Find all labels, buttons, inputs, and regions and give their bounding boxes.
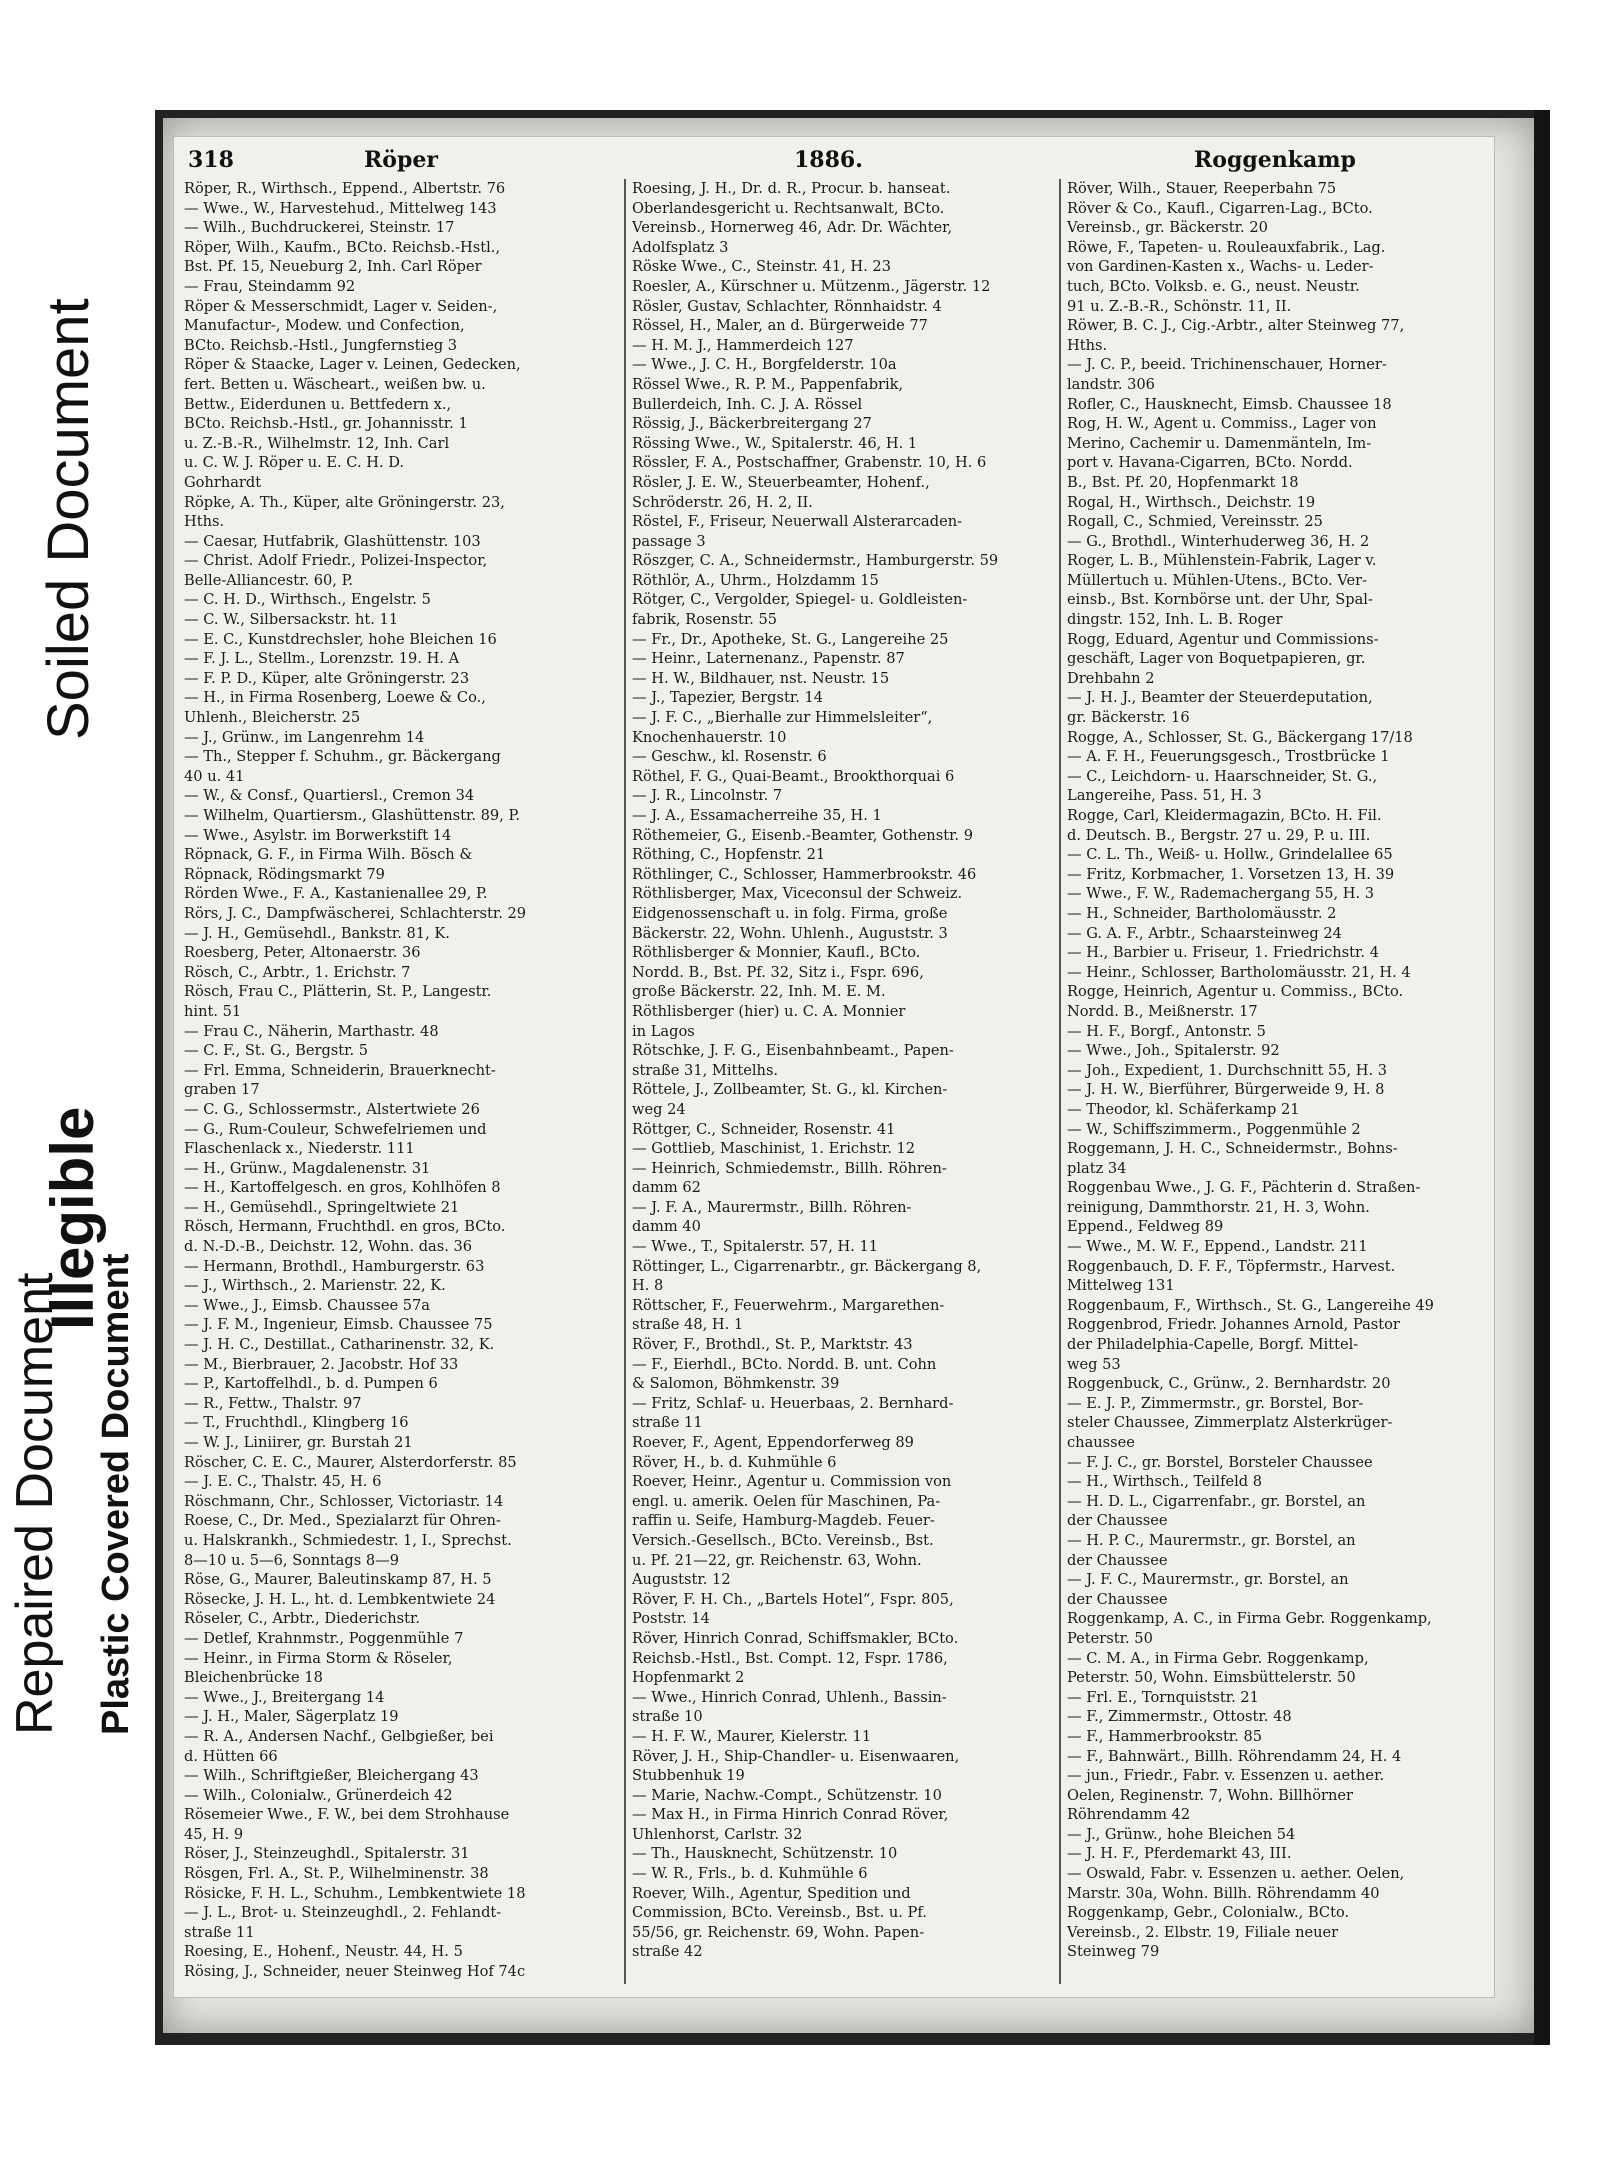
directory-entry-line: Knochenhauerstr. 10 [632,728,787,746]
directory-entry-line: — Fritz, Schlaf- u. Heuerbaas, 2. Bernhard- [632,1394,954,1412]
directory-entry-line: Röper & Staacke, Lager v. Leinen, Gedecken, [184,356,521,374]
directory-entry-line: Rötger, C., Vergolder, Spiegel- u. Goldleisten- [632,591,968,609]
directory-entry-line: Röper, Wilh., Kaufm., BCto. Reichsb.-Hstl., [184,238,501,256]
directory-entry-line: — H. P. C., Maurermstr., gr. Borstel, an [1067,1531,1356,1549]
directory-entry-line: — Frl. Emma, Schneiderin, Brauerknecht- [184,1061,496,1079]
directory-entry-line: u. Halskrankh., Schmiedestr. 1, I., Sprechst. [184,1531,512,1549]
directory-entry-line: — H. W., Bildhauer, nst. Neustr. 15 [632,669,890,687]
directory-entry-line: u. Pf. 21—22, gr. Reichenstr. 63, Wohn. [632,1551,922,1569]
directory-entry-line: Roggenbauch, D. F. F., Töpfermstr., Harvest. [1067,1257,1396,1275]
directory-entry-line: Steinweg 79 [1067,1943,1160,1961]
directory-entry-line: — C., Leichdorn- u. Haarschneider, St. G., [1067,767,1378,785]
directory-entry-line: Vereinsb., Hornerweg 46, Adr. Dr. Wächter, [632,219,953,237]
directory-entry-line: — Heinr., Schlosser, Bartholomäusstr. 21, H. 4 [1067,963,1411,981]
directory-entry-line: Langereihe, Pass. 51, H. 3 [1067,787,1262,805]
condition-labels [0,0,150,2177]
directory-entry-line: — F., Bahnwärt., Billh. Röhrendamm 24, H. 4 [1067,1747,1402,1765]
directory-entry-line: Roggenbau Wwe., J. G. F., Pächterin d. Straßen- [1067,1179,1421,1197]
directory-entry-line: — Christ. Adolf Friedr., Polizei-Inspector, [184,552,488,570]
directory-entry-line: Hopfenmarkt 2 [632,1669,745,1687]
directory-entry-line: d. Deutsch. B., Bergstr. 27 u. 29, P. u. III. [1067,826,1371,844]
directory-entry-line: Röttger, C., Schneider, Rosenstr. 41 [632,1120,896,1138]
directory-entry-line: straße 42 [632,1943,703,1961]
directory-entry-line: Rogge, A., Schlosser, St. G., Bäckergang 17/18 [1067,728,1413,746]
directory-entry-line: Adolfsplatz 3 [632,238,729,256]
directory-entry-line: — J. F. C., „Bierhalle zur Himmelsleiter“, [632,709,933,727]
directory-entry-line: — Detlef, Krahnmstr., Poggenmühle 7 [184,1629,464,1647]
directory-entry-line: 45, H. 9 [184,1825,244,1843]
directory-entry-line: straße 11 [184,1923,255,1941]
directory-entry-line: — Theodor, kl. Schäferkamp 21 [1067,1100,1300,1118]
directory-entry-line: — Wwe., Hinrich Conrad, Uhlenh., Bassin- [632,1688,947,1706]
directory-entry-line: platz 34 [1067,1159,1127,1177]
directory-entry-line: — F., Hammerbrookstr. 85 [1067,1727,1263,1745]
directory-entry-line: — Wilh., Colonialw., Grünerdeich 42 [184,1786,453,1804]
directory-entry-line: Röver, F. H. Ch., „Bartels Hotel“, Fspr. 805, [632,1590,954,1608]
directory-entry-line: Commission, BCto. Vereinsb., Bst. u. Pf. [632,1904,927,1922]
directory-entry-line: weg 24 [632,1100,686,1118]
directory-entry-line: Rörden Wwe., F. A., Kastanienallee 29, P. [184,885,488,903]
directory-entry-line: Hths. [184,513,225,531]
directory-entry-line: Röper & Messerschmidt, Lager v. Seiden-, [184,297,498,315]
directory-entry-line: — F. P. D., Küper, alte Gröningerstr. 23 [184,669,470,687]
directory-entry-line: Versich.-Gesellsch., BCto. Vereinsb., Bst. [632,1531,934,1549]
directory-entry-line: fert. Betten u. Wäscheart., weißen bw. u. [184,375,486,393]
directory-entry-line: Rösch, C., Arbtr., 1. Erichstr. 7 [184,963,411,981]
directory-entry-line: Roggemann, J. H. C., Schneidermstr., Bohns- [1067,1140,1398,1158]
directory-entry-line: Röthemeier, G., Eisenb.-Beamter, Gothenstr. 9 [632,826,973,844]
directory-entry-line: Poststr. 14 [632,1610,710,1628]
directory-entry-line: Röver & Co., Kaufl., Cigarren-Lag., BCto. [1067,199,1373,217]
directory-entry-line: — C. G., Schlossermstr., Alstertwiete 26 [184,1100,480,1118]
directory-entry-line: — J. H. F., Pferdemarkt 43, III. [1067,1845,1292,1863]
label-repaired-document: Repaired Document [6,1272,64,1735]
directory-entry-line: — Wwe., Asylstr. im Borwerkstift 14 [184,826,452,844]
directory-entry-line: — C. F., St. G., Bergstr. 5 [184,1042,369,1060]
directory-entry-line: Röver, J. H., Ship-Chandler- u. Eisenwaaren, [632,1747,960,1765]
directory-entry-line: Rösch, Frau C., Plätterin, St. P., Langestr. [184,983,492,1001]
directory-entry-line: Roger, L. B., Mühlenstein-Fabrik, Lager v. [1067,552,1377,570]
directory-entry-line: Rogge, Heinrich, Agentur u. Commiss., BCto. [1067,983,1404,1001]
directory-entry-line: — F., Zimmermstr., Ottostr. 48 [1067,1708,1292,1726]
label-plastic-covered-document: Plastic Covered Document [95,1253,137,1735]
directory-entry-line: d. N.-D.-B., Deichstr. 12, Wohn. das. 36 [184,1238,473,1256]
directory-entry-line: — J. C. P., beeid. Trichinenschauer, Horner- [1067,356,1387,374]
directory-entry-line: Stubbenhuk 19 [632,1767,745,1785]
directory-entry-line: Bäckerstr. 22, Wohn. Uhlenh., Auguststr. 3 [632,924,948,942]
directory-entry-line: — J. F. C., Maurermstr., gr. Borstel, an [1067,1571,1349,1589]
directory-entry-line: — J. L., Brot- u. Steinzeughdl., 2. Fehlandt- [184,1904,502,1922]
directory-entry-line: Röpnack, Rödingsmarkt 79 [184,865,385,883]
directory-entry-line: — Frau, Steindamm 92 [184,277,356,295]
directory-entry-line: Rogg, Eduard, Agentur und Commissions- [1067,630,1379,648]
directory-entry-line: — E. C., Kunstdrechsler, hohe Bleichen 16 [184,630,497,648]
directory-entry-line: Rötschke, J. F. G., Eisenbahnbeamt., Papen- [632,1042,954,1060]
directory-entry-line: Oberlandesgericht u. Rechtsanwalt, BCto. [632,199,945,217]
directory-entry-line: Drehbahn 2 [1067,669,1155,687]
directory-entry-line: Mittelweg 131 [1067,1277,1175,1295]
directory-entry-line: — Max H., in Firma Hinrich Conrad Röver, [632,1806,949,1824]
directory-entry-line: Oelen, Reginenstr. 7, Wohn. Billhörner [1067,1786,1353,1804]
directory-entry-line: — P., Kartoffelhdl., b. d. Pumpen 6 [184,1375,438,1393]
directory-entry-line: reinigung, Dammthorstr. 21, H. 3, Wohn. [1067,1198,1370,1216]
directory-entry-line: Flaschenlack x., Niederstr. 111 [184,1140,415,1158]
directory-entry-line: — Heinr., Laternenanz., Papenstr. 87 [632,650,905,668]
directory-entry-line: engl. u. amerik. Oelen für Maschinen, Pa- [632,1492,941,1510]
directory-entry-line: Vereinsb., 2. Elbstr. 19, Filiale neuer [1067,1923,1339,1941]
directory-entry-line: Roggenbrod, Friedr. Johannes Arnold, Pastor [1067,1316,1400,1334]
directory-entry-line: damm 40 [632,1218,701,1236]
directory-entry-line: Röthlör, A., Uhrm., Holzdamm 15 [632,571,879,589]
directory-entry-line: chaussee [1067,1434,1135,1451]
directory-entry-line: — J., Grünw., hohe Bleichen 54 [1067,1825,1296,1843]
directory-entry-line: — W. R., Frls., b. d. Kuhmühle 6 [632,1865,868,1883]
directory-entry-line: — Wwe., Joh., Spitalerstr. 92 [1067,1042,1280,1060]
directory-entry-line: Marstr. 30a, Wohn. Billh. Röhrendamm 40 [1067,1884,1380,1902]
directory-entry-line: — Oswald, Fabr. v. Essenzen u. aether. Oelen, [1067,1865,1405,1883]
directory-entry-line: Roesing, E., Hohenf., Neustr. 44, H. 5 [184,1943,463,1961]
directory-entry-line: der Philadelphia-Capelle, Borgf. Mittel- [1067,1336,1359,1354]
directory-entry-line: Röver, H., b. d. Kuhmühle 6 [632,1453,837,1471]
directory-entry-line: Roggenkamp, Gebr., Colonialw., BCto. [1067,1904,1350,1922]
directory-entry-line: — Caesar, Hutfabrik, Glashüttenstr. 103 [184,532,481,550]
directory-entry-line: — R. A., Andersen Nachf., Gelbgießer, bei [184,1727,494,1745]
directory-entry-line: Röper, R., Wirthsch., Eppend., Albertstr. 76 [184,180,506,197]
directory-entry-line: — H., Barbier u. Friseur, 1. Friedrichstr. 4 [1067,944,1379,962]
directory-entry-line: Rogal, H., Wirthsch., Deichstr. 19 [1067,493,1316,511]
scan-dark-edge [1534,110,1550,2045]
directory-entry-line: — H., Schneider, Bartholomäusstr. 2 [1067,904,1337,922]
directory-entry-line: Vereinsb., gr. Bäckerstr. 20 [1067,219,1268,237]
directory-entry-line: Eppend., Feldweg 89 [1067,1218,1224,1236]
directory-entry-line: Röhrendamm 42 [1067,1806,1191,1824]
directory-entry-line: — Marie, Nachw.-Compt., Schützenstr. 10 [632,1786,942,1804]
directory-entry-line: Roesberg, Peter, Altonaerstr. 36 [184,944,421,962]
directory-entry-line: Rösgen, Frl. A., St. P., Wilhelminenstr. 38 [184,1865,489,1883]
directory-entry-line: in Lagos [632,1022,695,1040]
directory-entry-line: geschäft, Lager von Boquetpapieren, gr. [1067,650,1366,668]
directory-entry-line: Roever, F., Agent, Eppendorferweg 89 [632,1434,914,1451]
directory-entry-line: — Wilh., Schriftgießer, Bleichergang 43 [184,1767,479,1785]
directory-entry-line: Röscher, C. E. C., Maurer, Alsterdorferstr. 85 [184,1453,517,1471]
directory-entry-line: Röwe, F., Tapeten- u. Rouleauxfabrik., Lag. [1067,238,1386,256]
directory-entry-line: Roggenbaum, F., Wirthsch., St. G., Langereihe 49 [1067,1296,1434,1314]
directory-entry-line: — J., Grünw., im Langenrehm 14 [184,728,425,746]
directory-entry-line: Nordd. B., Bst. Pf. 32, Sitz i., Fspr. 696, [632,963,924,981]
directory-entry-line: — C. L. Th., Weiß- u. Hollw., Grindelallee 65 [1067,846,1393,864]
directory-entry-line: Müllertuch u. Mühlen-Utens., BCto. Ver- [1067,571,1367,589]
directory-entry-line: Roese, C., Dr. Med., Spezialarzt für Ohren- [184,1512,501,1530]
directory-entry-line: port v. Havana-Cigarren, BCto. Nordd. [1067,454,1353,472]
right-catchword: Roggenkamp [1194,147,1356,173]
directory-entry-line: straße 11 [632,1414,703,1432]
directory-entry-line: Rösing, J., Schneider, neuer Steinweg Hof 74c [184,1963,526,1981]
directory-entry-line: Bullerdeich, Inh. C. J. A. Rössel [632,395,863,413]
directory-entry-line: — A. F. H., Feuerungsgesch., Trostbrücke 1 [1067,748,1390,766]
directory-entry-line: fabrik, Rosenstr. 55 [632,611,778,629]
column-3 [1059,179,1487,1984]
directory-entry-line: Röttinger, L., Cigarrenarbtr., gr. Bäckergang 8, [632,1257,982,1275]
directory-entry-line: — J. H. C., Destillat., Catharinenstr. 32, K. [184,1336,495,1354]
directory-entry-line: — H. D. L., Cigarrenfabr., gr. Borstel, an [1067,1492,1366,1510]
directory-entry-line: Schröderstr. 26, H. 2, II. [632,493,813,511]
directory-entry-line: Rössing Wwe., W., Spitalerstr. 46, H. 1 [632,434,918,452]
directory-entry-line: — J. H. W., Bierführer, Bürgerweide 9, H. 8 [1067,1081,1385,1099]
directory-entry-line: — Wwe., M. W. F., Eppend., Landstr. 211 [1067,1238,1368,1256]
directory-entry-line: Rösler, J. E. W., Steuerbeamter, Hohenf., [632,473,930,491]
directory-entry-line: Röpnack, G. F., in Firma Wilh. Bösch & [184,846,473,864]
directory-entry-line: — jun., Friedr., Fabr. v. Essenzen u. aether. [1067,1767,1385,1785]
directory-entry-line: — Fritz, Korbmacher, 1. Vorsetzen 13, H. 39 [1067,865,1395,883]
directory-entry-line: Röwer, B. C. J., Cig.-Arbtr., alter Steinweg 77, [1067,317,1405,335]
directory-entry-line: — G. A. F., Arbtr., Schaarsteinweg 24 [1067,924,1342,942]
directory-entry-line: landstr. 306 [1067,375,1155,393]
directory-entry-line: — C. M. A., in Firma Gebr. Roggenkamp, [1067,1649,1369,1667]
directory-entry-line: — W., & Consf., Quartiersl., Cremon 34 [184,787,475,805]
directory-entry-line: — Th., Hausknecht, Schützenstr. 10 [632,1845,898,1863]
directory-entry-line: — H., Gemüsehdl., Springeltwiete 21 [184,1198,460,1216]
directory-entry-line: — Wilhelm, Quartiersm., Glashüttenstr. 89, P. [184,807,520,824]
directory-entry-line: Roggenbuck, C., Grünw., 2. Bernhardstr. 20 [1067,1375,1391,1393]
directory-entry-line: Nordd. B., Meißnerstr. 17 [1067,1002,1258,1020]
directory-entry-line: — J. H., Gemüsehdl., Bankstr. 81, K. [184,924,450,942]
directory-entry-line: — J. H. J., Beamter der Steuerdeputation, [1067,689,1373,707]
directory-entry-line: raffin u. Seife, Hamburg-Magdeb. Feuer- [632,1512,935,1530]
directory-entry-line: straße 10 [632,1708,703,1726]
directory-entry-line: — Joh., Expedient, 1. Durchschnitt 55, H. 3 [1067,1061,1388,1079]
directory-entry-line: Rössler, F. A., Postschaffner, Grabenstr. 10, H. 6 [632,454,987,472]
directory-entry-line: straße 31, Mittelhs. [632,1061,779,1079]
directory-entry-line: — J., Wirthsch., 2. Marienstr. 22, K. [184,1277,446,1295]
column-1 [184,179,604,1984]
directory-entry-line: Manufactur-, Modew. und Confection, [184,317,465,335]
directory-entry-line: — Geschw., kl. Rosenstr. 6 [632,748,827,766]
directory-entry-line: Rössel Wwe., R. P. M., Pappenfabrik, [632,375,904,393]
directory-entry-line: Merino, Cachemir u. Damenmänteln, Im- [1067,434,1372,452]
directory-entry-line: — H. F., Borgf., Antonstr. 5 [1067,1022,1266,1040]
directory-page [173,136,1495,1998]
directory-entry-line: — Wwe., W., Harvestehud., Mittelweg 143 [184,199,497,217]
directory-entry-line: weg 53 [1067,1355,1121,1373]
column-2 [624,179,1052,1984]
directory-entry-line: Rogge, Carl, Kleidermagazin, BCto. H. Fil. [1067,807,1382,824]
directory-entry-line: — C. H. D., Wirthsch., Engelstr. 5 [184,591,431,609]
directory-entry-line: Röstel, F., Friseur, Neuerwall Alsterarcaden- [632,513,963,531]
directory-entry-line: — Heinr., in Firma Storm & Röseler, [184,1649,453,1667]
directory-entry-line: — F. J. L., Stellm., Lorenzstr. 19. H. A [184,650,460,668]
directory-entry-line: — Fr., Dr., Apotheke, St. G., Langereihe 25 [632,630,949,648]
directory-entry-line: BCto. Reichsb.-Hstl., gr. Johannisstr. 1 [184,415,468,433]
directory-entry-line: Rösler, Gustav, Schlachter, Rönnhaidstr. 4 [632,297,942,315]
directory-entry-line: Uhlenh., Bleicherstr. 25 [184,709,361,727]
directory-entry-line: — J. F. A., Maurermstr., Billh. Röhren- [632,1198,912,1216]
directory-entry-line: Röseler, C., Arbtr., Diederichstr. [184,1610,420,1628]
directory-entry-line: — H., Wirthsch., Teilfeld 8 [1067,1473,1263,1491]
directory-entry-line: Röttele, J., Zollbeamter, St. G., kl. Kirchen- [632,1081,948,1099]
directory-entry-line: — J. R., Lincolnstr. 7 [632,787,783,805]
directory-entry-line: Röver, F., Brothdl., St. P., Marktstr. 43 [632,1336,913,1354]
directory-entry-line: Peterstr. 50, Wohn. Eimsbüttelerstr. 50 [1067,1669,1356,1687]
directory-entry-line: — H., in Firma Rosenberg, Loewe & Co., [184,689,486,707]
directory-entry-line: — T., Fruchthdl., Klingberg 16 [184,1414,409,1432]
directory-entry-line: — G., Brothdl., Winterhuderweg 36, H. 2 [1067,532,1370,550]
directory-entry-line: Gohrhardt [184,473,262,491]
directory-entry-line: — M., Bierbrauer, 2. Jacobstr. Hof 33 [184,1355,459,1373]
directory-entry-line: Rog, H. W., Agent u. Commiss., Lager von [1067,415,1377,433]
directory-entry-line: Rössel, H., Maler, an d. Bürgerweide 77 [632,317,928,335]
directory-entry-line: — Wwe., J. C. H., Borgfelderstr. 10a [632,356,897,374]
directory-entry-line: Uhlenhorst, Carlstr. 32 [632,1825,803,1843]
directory-entry-line: der Chaussee [1067,1551,1168,1569]
directory-entry-line: Röthel, F. G., Quai-Beamt., Brookthorquai 6 [632,767,955,785]
directory-entry-line: H. 8 [632,1277,664,1295]
directory-entry-line: — J., Tapezier, Bergstr. 14 [632,689,824,707]
directory-entry-line: große Bäckerstr. 22, Inh. M. E. M. [632,983,886,1001]
directory-entry-line: — Wilh., Buchdruckerei, Steinstr. 17 [184,219,455,237]
directory-entry-line: — F., Eierhdl., BCto. Nordd. B. unt. Cohn [632,1355,937,1373]
directory-entry-line: Röschmann, Chr., Schlosser, Victoriastr. 14 [184,1492,504,1510]
directory-entry-line: 55/56, gr. Reichenstr. 69, Wohn. Papen- [632,1923,925,1941]
directory-entry-line: — Wwe., T., Spitalerstr. 57, H. 11 [632,1238,879,1256]
directory-entry-line: — Frl. E., Tornquiststr. 21 [1067,1688,1259,1706]
directory-entry-line: — Wwe., F. W., Rademachergang 55, H. 3 [1067,885,1375,903]
directory-entry-line: Roesler, A., Kürschner u. Mützenm., Jägerstr. 12 [632,277,991,295]
directory-entry-line: — J. H., Maler, Sägerplatz 19 [184,1708,399,1726]
directory-entry-line: — J. A., Essamacherreihe 35, H. 1 [632,807,882,824]
directory-entry-line: & Salomon, Böhmkenstr. 39 [632,1375,840,1393]
directory-entry-line: tuch, BCto. Volksb. e. G., neust. Neustr. [1067,277,1360,295]
directory-entry-line: Roever, Heinr., Agentur u. Commission von [632,1473,952,1491]
directory-entry-line: BCto. Reichsb.-Hstl., Jungfernstieg 3 [184,336,458,354]
directory-entry-line: Roesing, J. H., Dr. d. R., Procur. b. hanseat. [632,180,951,197]
directory-entry-line: — Gottlieb, Maschinist, 1. Erichstr. 12 [632,1140,916,1158]
directory-entry-line: — Wwe., J., Eimsb. Chaussee 57a [184,1296,431,1314]
directory-entry-line: u. Z.-B.-R., Wilhelmstr. 12, Inh. Carl [184,434,450,452]
directory-entry-line: Röver, Hinrich Conrad, Schiffsmakler, BCto. [632,1629,959,1647]
directory-entry-line: Rösemeier Wwe., F. W., bei dem Strohhause [184,1806,510,1824]
directory-entry-line: u. C. W. J. Röper u. E. C. H. D. [184,454,405,472]
directory-entry-line: Rofler, C., Hausknecht, Eimsb. Chaussee 18 [1067,395,1392,413]
directory-entry-line: d. Hütten 66 [184,1747,278,1765]
entry-columns [174,179,1494,1989]
directory-entry-line: Röse, G., Maurer, Baleutinskamp 87, H. 5 [184,1571,492,1589]
directory-entry-line: 40 u. 41 [184,767,245,785]
directory-entry-line: — W., Schiffszimmerm., Poggenmühle 2 [1067,1120,1361,1138]
directory-entry-line: Röske Wwe., C., Steinstr. 41, H. 23 [632,258,891,276]
directory-entry-line: — C. W., Silbersackstr. ht. 11 [184,611,399,629]
directory-entry-line: Rörs, J. C., Dampfwäscherei, Schlachterstr. 29 [184,904,527,922]
directory-entry-line: der Chaussee [1067,1512,1168,1530]
directory-entry-line: — E. J. P., Zimmermstr., gr. Borstel, Bor- [1067,1394,1364,1412]
directory-entry-line: — Frau C., Näherin, Marthastr. 48 [184,1022,439,1040]
directory-entry-line: Röszger, C. A., Schneidermstr., Hamburgerstr. 59 [632,552,999,570]
page-number: 318 [188,147,234,173]
directory-entry-line: Bst. Pf. 15, Neueburg 2, Inh. Carl Röper [184,258,482,276]
directory-entry-line: Röthlinger, C., Schlosser, Hammerbrookstr. 46 [632,865,977,883]
directory-entry-line: straße 48, H. 1 [632,1316,744,1334]
directory-entry-line: — Th., Stepper f. Schuhm., gr. Bäckergang [184,748,501,766]
directory-entry-line: — H., Kartoffelgesch. en gros, Kohlhöfen 8 [184,1179,501,1197]
scanned-page-frame [155,110,1550,2045]
directory-entry-line: Peterstr. 50 [1067,1629,1153,1647]
directory-entry-line: Rösicke, F. H. L., Schuhm., Lembkentwiete 18 [184,1884,526,1902]
directory-entry-line: Reichsb.-Hstl., Bst. Compt. 12, Fspr. 1786, [632,1649,948,1667]
directory-entry-line: — F. J. C., gr. Borstel, Borsteler Chaussee [1067,1453,1373,1471]
directory-entry-line: Röser, J., Steinzeughdl., Spitalerstr. 31 [184,1845,470,1863]
directory-entry-line: Röthlisberger & Monnier, Kaufl., BCto. [632,944,921,962]
directory-entry-line: Eidgenossenschaft u. in folg. Firma, große [632,904,948,922]
directory-entry-line: Roever, Wilh., Agentur, Spedition und [632,1884,911,1902]
directory-entry-line: Roggenkamp, A. C., in Firma Gebr. Roggenkamp, [1067,1610,1432,1628]
directory-entry-line: von Gardinen-Kasten x., Wachs- u. Leder- [1067,258,1374,276]
directory-entry-line: B., Bst. Pf. 20, Hopfenmarkt 18 [1067,473,1299,491]
directory-entry-line: Belle-Alliancestr. 60, P. [184,571,354,589]
directory-entry-line: hint. 51 [184,1002,242,1020]
directory-entry-line: 91 u. Z.-B.-R., Schönstr. 11, II. [1067,297,1292,315]
directory-entry-line: — H. M. J., Hammerdeich 127 [632,336,854,354]
left-catchword: Röper [364,147,438,173]
directory-entry-line: Rösecke, J. H. L., ht. d. Lembkentwiete 24 [184,1590,496,1608]
directory-entry-line: — J. F. M., Ingenieur, Eimsb. Chaussee 75 [184,1316,493,1334]
directory-entry-line: Röver, Wilh., Stauer, Reeperbahn 75 [1067,180,1337,197]
directory-entry-line: Röpke, A. Th., Küper, alte Gröningerstr. 23, [184,493,505,511]
directory-entry-line: — H., Grünw., Magdalenenstr. 31 [184,1159,431,1177]
directory-entry-line: — G., Rum-Couleur, Schwefelriemen und [184,1120,487,1138]
year-heading: 1886. [794,147,863,173]
directory-entry-line: einsb., Bst. Kornbörse unt. der Uhr, Spal- [1067,591,1373,609]
directory-entry-line: Rösch, Hermann, Fruchthdl. en gros, BCto. [184,1218,506,1236]
directory-entry-line: — Hermann, Brothdl., Hamburgerstr. 63 [184,1257,485,1275]
directory-entry-line: Hths. [1067,336,1108,354]
directory-entry-line: — H. F. W., Maurer, Kielerstr. 11 [632,1727,872,1745]
directory-entry-line: gr. Bäckerstr. 16 [1067,709,1190,727]
directory-entry-line: Rogall, C., Schmied, Vereinsstr. 25 [1067,513,1323,531]
directory-entry-line: Röthlisberger (hier) u. C. A. Monnier [632,1002,906,1020]
directory-entry-line: — Wwe., J., Breitergang 14 [184,1688,385,1706]
directory-entry-line: — J. E. C., Thalstr. 45, H. 6 [184,1473,382,1491]
directory-entry-line: Röthing, C., Hopfenstr. 21 [632,846,826,864]
directory-entry-line: dingstr. 152, Inh. L. B. Roger [1067,611,1283,629]
label-soiled-document: Soiled Document [36,298,101,740]
directory-entry-line: Bettw., Eiderdunen u. Bettfedern x., [184,395,452,413]
directory-entry-line: Rössig, J., Bäckerbreitergang 27 [632,415,872,433]
directory-entry-line: 8—10 u. 5—6, Sonntags 8—9 [184,1551,399,1569]
running-head [174,137,1494,177]
directory-entry-line: Auguststr. 12 [632,1571,731,1589]
label-illegible: Illegible [39,1106,106,1330]
directory-entry-line: graben 17 [184,1081,260,1099]
directory-entry-line: Röttscher, F., Feuerwehrm., Margarethen- [632,1296,945,1314]
directory-entry-line: passage 3 [632,532,706,550]
directory-entry-line: — W. J., Liniirer, gr. Burstah 21 [184,1434,413,1451]
directory-entry-line: — R., Fettw., Thalstr. 97 [184,1394,362,1412]
paper-sheet [163,118,1535,2033]
directory-entry-line: damm 62 [632,1179,701,1197]
directory-entry-line: Bleichenbrücke 18 [184,1669,323,1687]
directory-entry-line: steler Chaussee, Zimmerplatz Alsterkrüger- [1067,1414,1393,1432]
directory-entry-line: Röthlisberger, Max, Viceconsul der Schweiz. [632,885,963,903]
directory-entry-line: — Heinrich, Schmiedemstr., Billh. Röhren- [632,1159,947,1177]
directory-entry-line: der Chaussee [1067,1590,1168,1608]
